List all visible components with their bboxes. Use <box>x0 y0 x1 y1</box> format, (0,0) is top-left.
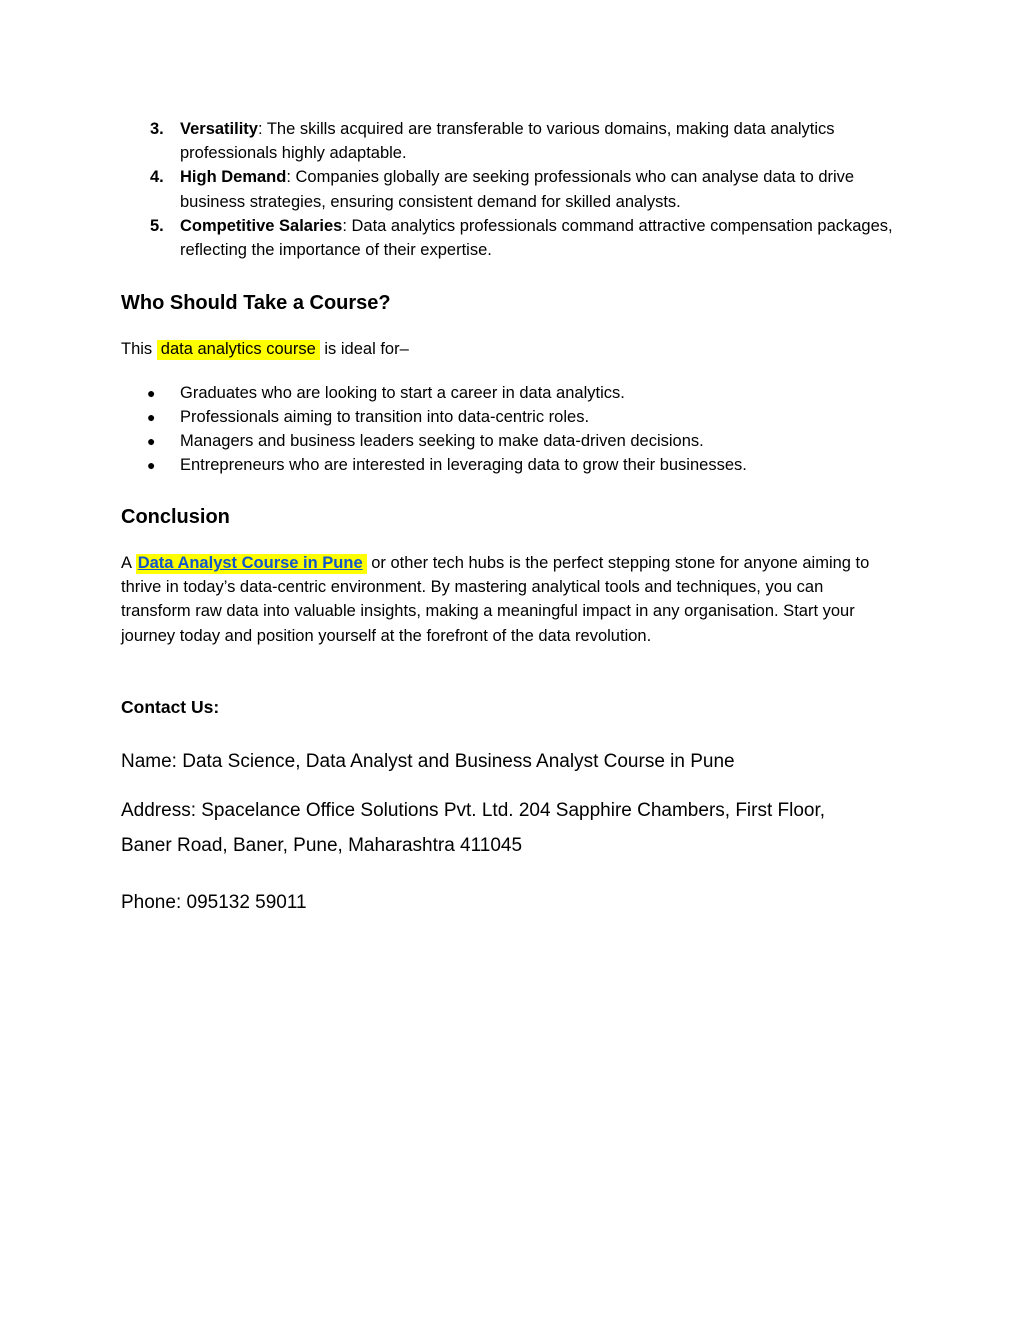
conclusion-text-before: A <box>121 554 132 572</box>
bullet-icon: ● <box>147 433 156 449</box>
list-item-term: Versatility <box>180 120 258 138</box>
audience-list <box>121 381 901 477</box>
list-item <box>121 165 901 213</box>
list-item <box>121 214 901 262</box>
intro-text-before: This <box>121 340 153 358</box>
list-item-term: High Demand <box>180 168 287 187</box>
conclusion-heading: Conclusion <box>121 506 230 528</box>
list-item <box>121 117 901 165</box>
list-item <box>121 405 901 429</box>
who-section-intro <box>121 337 409 361</box>
list-item <box>121 429 901 453</box>
benefits-list <box>121 117 901 262</box>
list-item-text: Entrepreneurs who are interested in leveraging data to grow their businesses. <box>180 456 747 474</box>
list-item-text: : The skills acquired are transferable to various domains, making data analytics professionals highly adaptable. <box>180 120 835 163</box>
list-item-text: Professionals aiming to transition into data-centric roles. <box>180 408 590 426</box>
course-link[interactable]: Data Analyst Course in Pune <box>136 554 367 574</box>
contact-name: Name: Data Science, Data Analyst and Business Analyst Course in Pune <box>121 751 735 772</box>
bullet-icon: ● <box>147 385 156 401</box>
list-item-text: : Data analytics professionals command attractive compensation packages, reflecting the importance of their expertise. <box>180 216 893 260</box>
list-item-term: Competitive Salaries <box>180 216 343 235</box>
list-item-text: Managers and business leaders seeking to make data-driven decisions. <box>180 432 704 450</box>
bullet-icon: ● <box>147 457 156 473</box>
bullet-icon: ● <box>147 409 156 425</box>
conclusion-paragraph <box>121 551 881 648</box>
list-item-number: 5. <box>150 216 164 235</box>
list-item <box>121 381 901 405</box>
list-item-text: : Companies globally are seeking professionals who can analyse data to drive business strategies, ensuring consistent demand for skilled analysts. <box>180 168 855 211</box>
conclusion-text-after: or other tech hubs is the perfect stepping stone for anyone aiming to thrive in today’s data-centric environment. By mastering analytical tools and techniques, you can transform raw data into valuable insights, making a meaningful impact in any organisation. Start your journey today and position yourself at the forefront of the data revolution. <box>121 554 870 645</box>
highlighted-course-phrase: data analytics course <box>157 340 320 360</box>
list-item-text: Graduates who are looking to start a career in data analytics. <box>180 384 625 402</box>
list-item-number: 3. <box>150 120 164 138</box>
list-item <box>121 453 901 477</box>
list-item-number: 4. <box>150 168 164 187</box>
contact-address-line-2: Baner Road, Baner, Pune, Maharashtra 411045 <box>121 835 523 856</box>
contact-phone: Phone: 095132 59011 <box>121 892 307 913</box>
contact-heading: Contact Us: <box>121 697 220 717</box>
intro-text-after: is ideal for– <box>324 340 409 358</box>
contact-address-line-1: Address: Spacelance Office Solutions Pvt. Ltd. 204 Sapphire Chambers, First Floor, <box>121 800 826 821</box>
who-section-heading: Who Should Take a Course? <box>121 292 391 314</box>
